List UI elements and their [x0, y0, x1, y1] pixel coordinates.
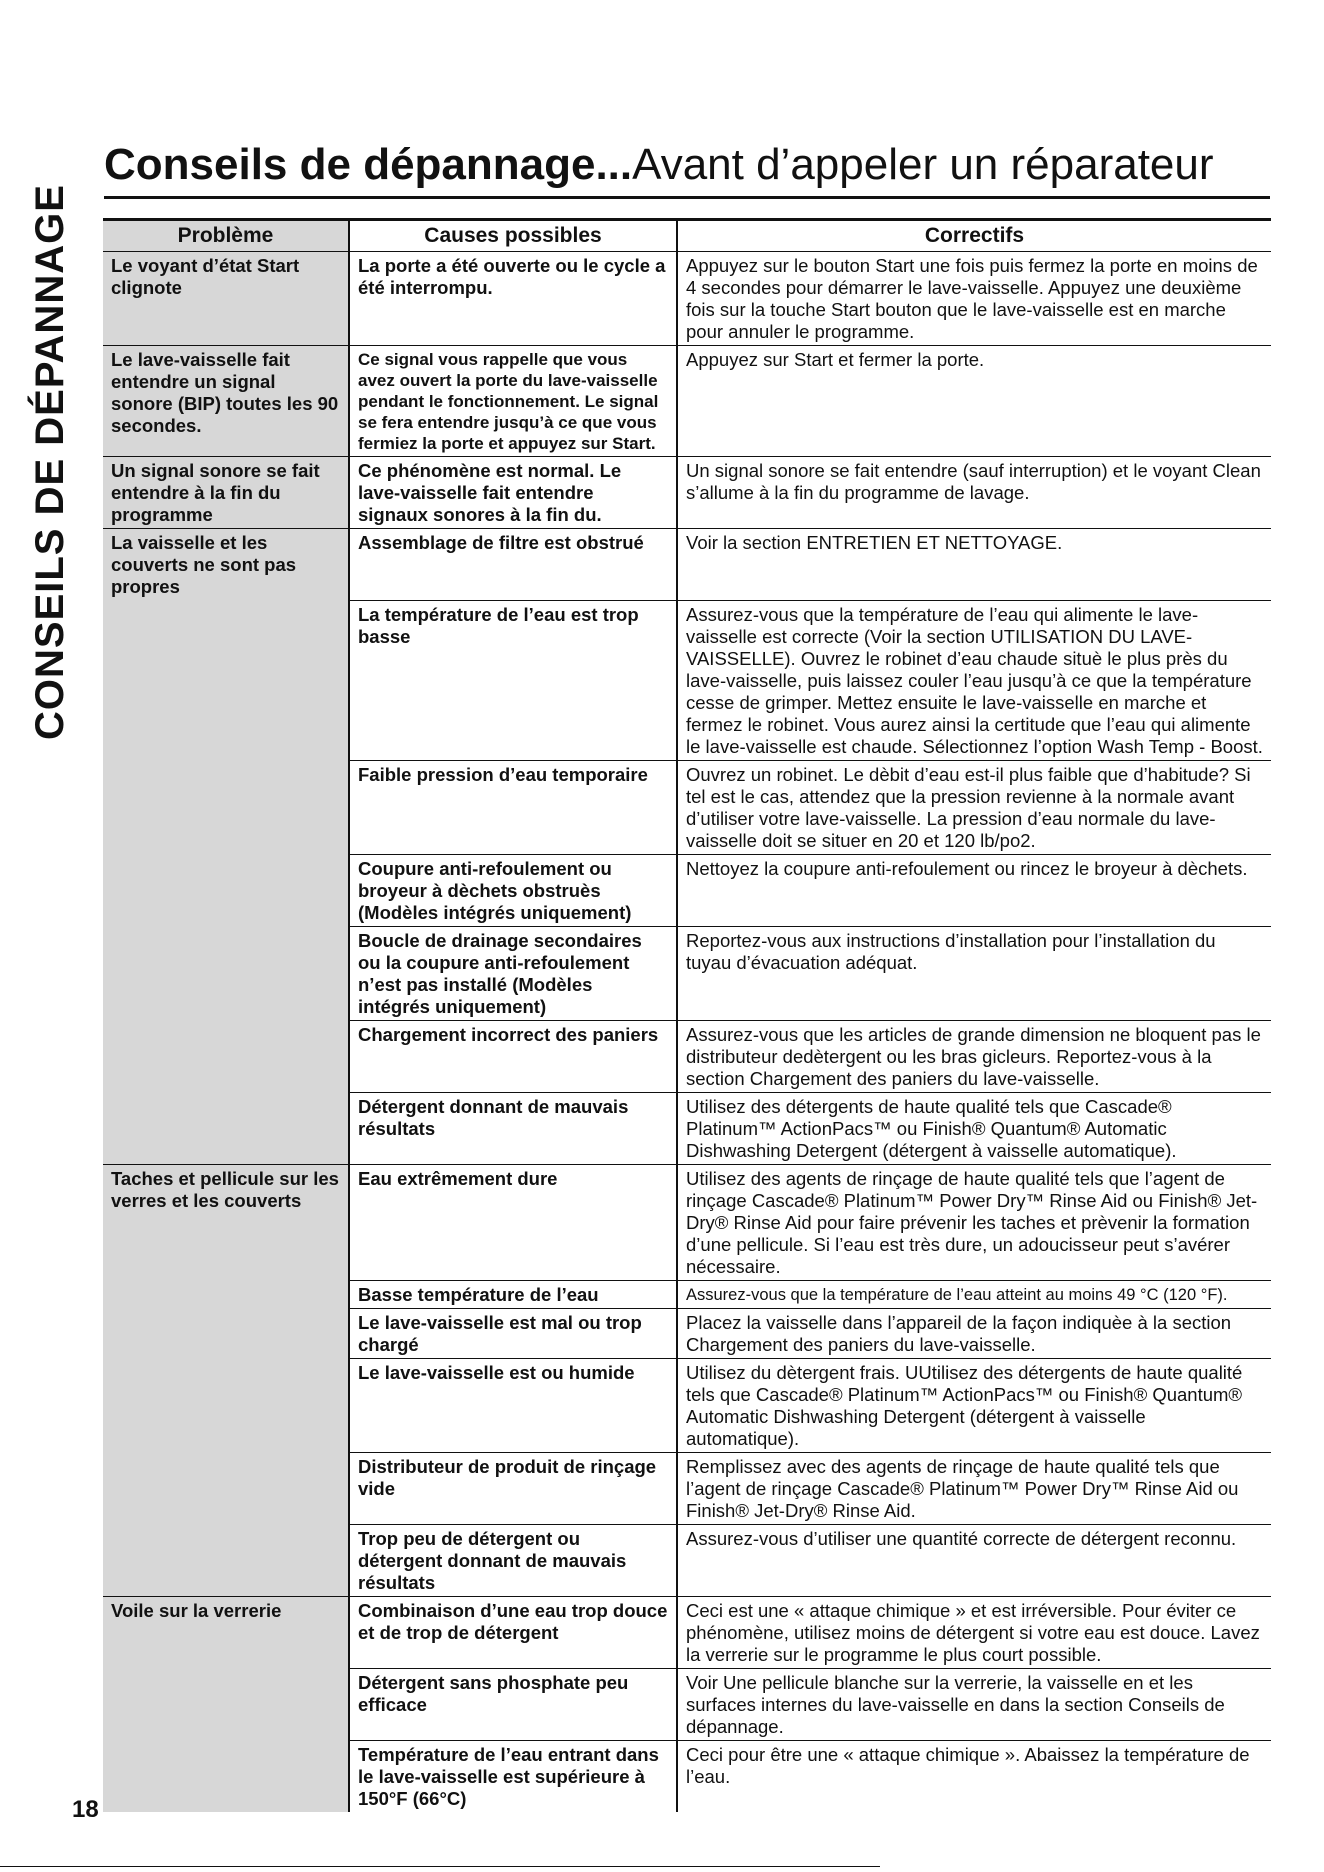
- problem-cell: [103, 854, 349, 926]
- fix-cell: Assurez-vous que la température de l’eau qui alimente le lave-vaisselle est correcte (Voir la section UTILISATION DU LAVE-VAISSELLE). Ouvrez le robinet d’eau chaude situè le plus près du lave-vaisselle, puis laissez couler l’eau jusqu’à ce que la température cesse de grimper. Mettez ensuite le lave-vaisselle en marche et fermez le robinet. Vous aurez ainsi la certitude que l’eau qui alimente le lave-vaisselle est chaude. Sélectionnez l’option Wash Temp - Boost.: [677, 600, 1271, 760]
- table-row: [103, 760, 1271, 854]
- table-row: [103, 1524, 1271, 1596]
- table-row: [103, 1020, 1271, 1092]
- cause-cell: Ce signal vous rappelle que vous avez ouvert la porte du lave-vaisselle pendant le fonctionnement. Le signal se fera entendre jusqu’à ce que vous fermiez la porte et appuyez sur Start.: [349, 346, 677, 457]
- table-row: [103, 1164, 1271, 1280]
- table-row: [103, 1280, 1271, 1308]
- page-number: 18: [72, 1796, 99, 1823]
- bottom-rule: [0, 1866, 880, 1867]
- table-header-row: [103, 220, 1271, 252]
- fix-cell: Assurez-vous d’utiliser une quantité correcte de détergent reconnu.: [677, 1524, 1271, 1596]
- cause-cell: Faible pression d’eau temporaire: [349, 760, 677, 854]
- fix-cell: Nettoyez la coupure anti-refoulement ou rincez le broyeur à dèchets.: [677, 854, 1271, 926]
- table-row: [103, 1668, 1271, 1740]
- cause-cell: Le lave-vaisselle est mal ou trop chargé: [349, 1308, 677, 1358]
- page-title: [104, 140, 1214, 190]
- problem-cell: [103, 1308, 349, 1358]
- table-row: [103, 457, 1271, 529]
- table-row: [103, 854, 1271, 926]
- fix-cell: Utilisez du dètergent frais. UUtilisez des détergents de haute qualité tels que Cascade® Platinum™ ActionPacs™ ou Finish® Quantum® Automatic Dishwashing Detergent (détergent à vaisselle automatique).: [677, 1358, 1271, 1452]
- table-row: [103, 600, 1271, 760]
- table-row: [103, 1308, 1271, 1358]
- problem-cell: [103, 1740, 349, 1812]
- title-rule: [104, 196, 1270, 199]
- cause-cell: Détergent sans phosphate peu efficace: [349, 1668, 677, 1740]
- table-row: [103, 252, 1271, 346]
- problem-cell: [103, 926, 349, 1020]
- cause-cell: Ce phénomène est normal. Le lave-vaisselle fait entendre signaux sonores à la fin du.: [349, 457, 677, 529]
- table-row: [103, 346, 1271, 457]
- cause-cell: Boucle de drainage secondaires ou la coupure anti-refoulement n’est pas installé (Modèles intégrés uniquement): [349, 926, 677, 1020]
- table-row: [103, 1452, 1271, 1524]
- fix-cell: Reportez-vous aux instructions d’installation pour l’installation du tuyau d’évacuation adéquat.: [677, 926, 1271, 1020]
- troubleshooting-table: [103, 218, 1271, 1812]
- fix-cell: Appuyez sur Start et fermer la porte.: [677, 346, 1271, 457]
- page-title-regular: Avant d’appeler un réparateur: [632, 140, 1214, 189]
- cause-cell: Trop peu de détergent ou détergent donnant de mauvais résultats: [349, 1524, 677, 1596]
- header-problem: Problème: [103, 220, 349, 252]
- problem-cell: [103, 1020, 349, 1092]
- problem-cell: Le voyant d’état Start clignote: [103, 252, 349, 346]
- fix-cell: Remplissez avec des agents de rinçage de haute qualité tels que l’agent de rinçage Cascade® Platinum™ Power Dry™ Rinse Aid ou Finish® Jet-Dry® Rinse Aid.: [677, 1452, 1271, 1524]
- cause-cell: Assemblage de filtre est obstrué: [349, 529, 677, 601]
- fix-cell: Utilisez des agents de rinçage de haute qualité tels que l’agent de rinçage Cascade® Platinum™ Power Dry™ Rinse Aid ou Finish® Jet-Dry® Rinse Aid pour faire prévenir les taches et prèvenir la formation d’une pellicule. Si l’eau est très dure, un adoucisseur peut s’avérer nécessaire.: [677, 1164, 1271, 1280]
- problem-cell: [103, 1452, 349, 1524]
- header-fixes: Correctifs: [677, 220, 1271, 252]
- fix-cell: Ceci est une « attaque chimique » et est irréversible. Pour éviter ce phénomène, utilisez moins de détergent si votre eau est douce. Lavez la verrerie sur le programme le plus court possible.: [677, 1596, 1271, 1668]
- problem-cell: La vaisselle et les couverts ne sont pas propres: [103, 529, 349, 601]
- problem-cell: [103, 1092, 349, 1164]
- cause-cell: La température de l’eau est trop basse: [349, 600, 677, 760]
- fix-cell: Assurez-vous que les articles de grande dimension ne bloquent pas le distributeur dedètergent ou les bras gicleurs. Reportez-vous à la section Chargement des paniers du lave-vaisselle.: [677, 1020, 1271, 1092]
- table-row: [103, 926, 1271, 1020]
- cause-cell: Combinaison d’une eau trop douce et de trop de détergent: [349, 1596, 677, 1668]
- table-row: [103, 529, 1271, 601]
- side-section-title-text: CONSEILS DE DÉPANNAGE: [28, 184, 72, 740]
- fix-cell: Voir la section ENTRETIEN ET NETTOYAGE.: [677, 529, 1271, 601]
- table-row: [103, 1596, 1271, 1668]
- cause-cell: La porte a été ouverte ou le cycle a été interrompu.: [349, 252, 677, 346]
- cause-cell: Eau extrêmement dure: [349, 1164, 677, 1280]
- problem-cell: [103, 600, 349, 760]
- cause-cell: Chargement incorrect des paniers: [349, 1020, 677, 1092]
- problem-cell: [103, 1358, 349, 1452]
- problem-cell: Le lave-vaisselle fait entendre un signal sonore (BIP) toutes les 90 secondes.: [103, 346, 349, 457]
- fix-cell: Ouvrez un robinet. Le dèbit d’eau est-il plus faible que d’habitude? Si tel est le cas, attendez que la pression revienne à la normale avant d’utiliser votre lave-vaisselle. La pression d’eau normale du lave-vaisselle doit se situer en 20 et 120 lb/po2.: [677, 760, 1271, 854]
- fix-cell: Ceci pour être une « attaque chimique ». Abaissez la température de l’eau.: [686, 1743, 1250, 1787]
- problem-cell: Voile sur la verrerie: [103, 1596, 349, 1668]
- fix-cell: Appuyez sur le bouton Start une fois puis fermez la porte en moins de 4 secondes pour démarrer le lave-vaisselle. Appuyez une deuxième fois sur la touche Start bouton que le lave-vaisselle est en marche pour annuler le programme.: [677, 252, 1271, 346]
- page-title-bold: Conseils de dépannage...: [104, 140, 633, 189]
- cause-cell: Température de l’eau entrant dans le lave-vaisselle est supérieure à 150°F (66°C): [349, 1740, 677, 1812]
- fix-cell: Voir Une pellicule blanche sur la verrerie, la vaisselle en et les surfaces internes du lave-vaisselle en dans la section Conseils de dépannage.: [677, 1668, 1271, 1740]
- problem-cell: [103, 760, 349, 854]
- problem-cell: Un signal sonore se fait entendre à la fin du programme: [103, 457, 349, 529]
- cause-cell: Basse température de l’eau: [349, 1280, 677, 1308]
- table-row: [103, 1740, 1271, 1812]
- problem-cell: Taches et pellicule sur les verres et les couverts: [103, 1164, 349, 1280]
- cause-cell: Le lave-vaisselle est ou humide: [349, 1358, 677, 1452]
- cause-cell: Détergent donnant de mauvais résultats: [349, 1092, 677, 1164]
- cause-cell: Coupure anti-refoulement ou broyeur à dèchets obstruès (Modèles intégrés uniquement): [349, 854, 677, 926]
- problem-cell: [103, 1280, 349, 1308]
- fix-cell: Un signal sonore se fait entendre (sauf interruption) et le voyant Clean s’allume à la fin du programme de lavage.: [677, 457, 1271, 529]
- fix-cell: Placez la vaisselle dans l’appareil de la façon indiquèe à la section Chargement des paniers du lave-vaisselle.: [677, 1308, 1271, 1358]
- problem-cell: [103, 1668, 349, 1740]
- table-row: [103, 1092, 1271, 1164]
- cause-cell: Distributeur de produit de rinçage vide: [349, 1452, 677, 1524]
- header-causes: Causes possibles: [349, 220, 677, 252]
- fix-cell: Assurez-vous que la température de l’eau atteint au moins 49 °C (120 °F).: [677, 1280, 1271, 1308]
- fix-cell: Utilisez des détergents de haute qualité tels que Cascade® Platinum™ ActionPacs™ ou Finish® Quantum® Automatic Dishwashing Detergent (détergent à vaisselle automatique).: [677, 1092, 1271, 1164]
- problem-cell: [103, 1524, 349, 1596]
- table-row: [103, 1358, 1271, 1452]
